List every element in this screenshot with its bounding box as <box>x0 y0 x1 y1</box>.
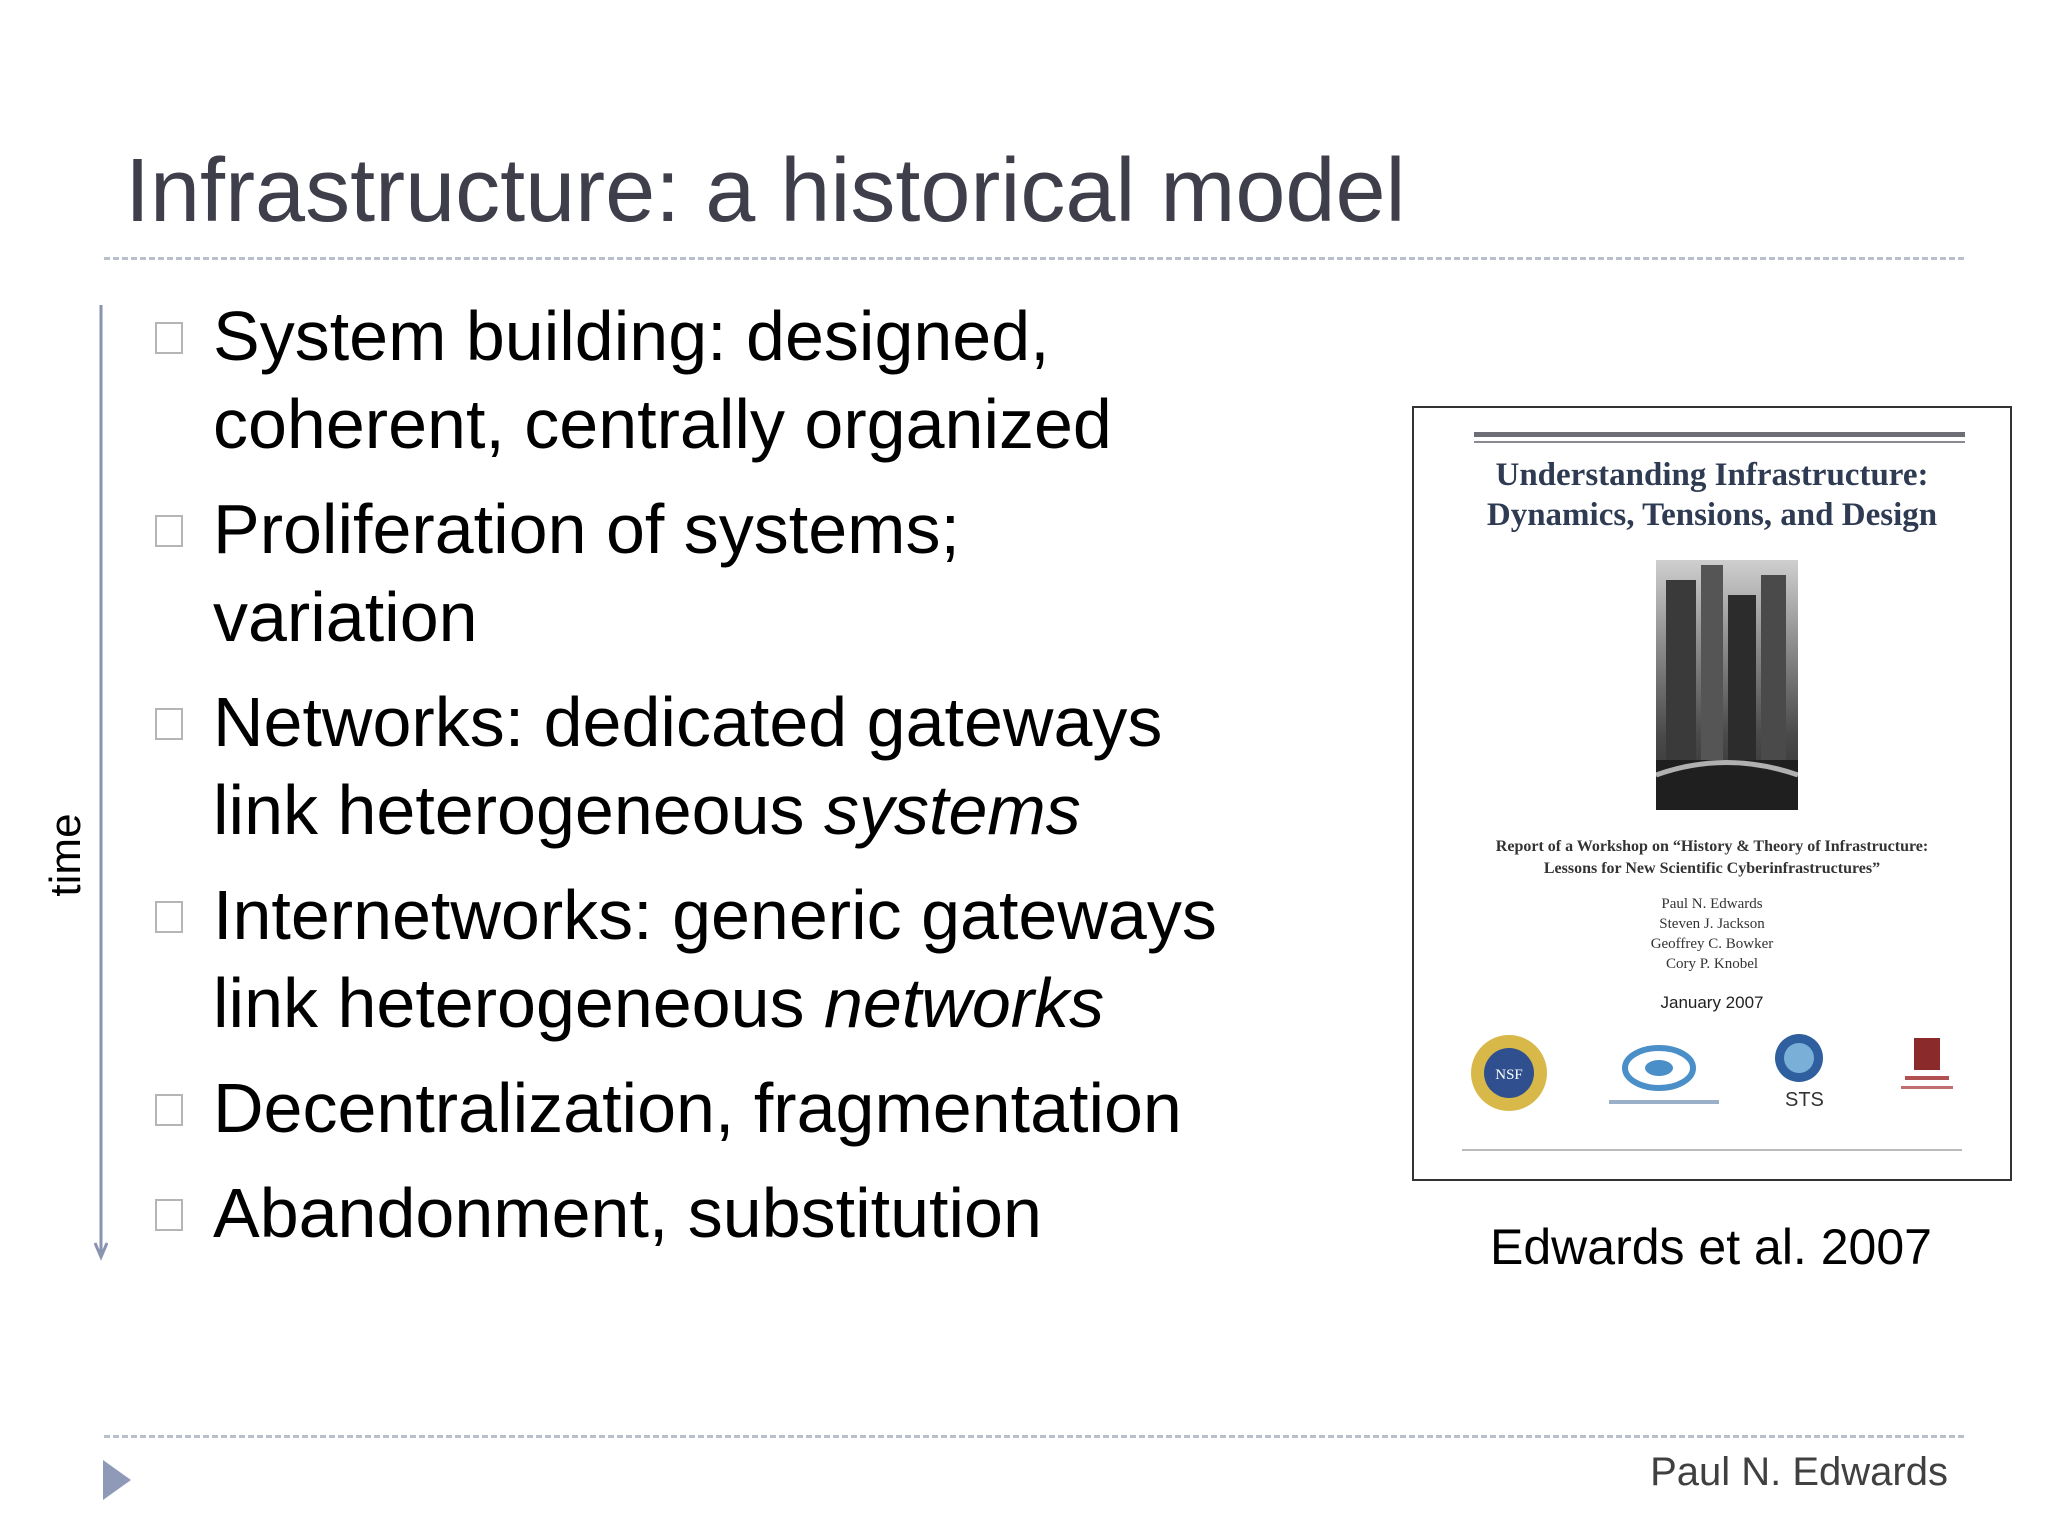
bullet-segment: Internetworks: generic gateways <box>213 876 1217 954</box>
cover-author: Geoffrey C. Bowker <box>1650 936 1774 952</box>
bullet-segment: System building: designed, <box>213 297 1050 375</box>
cover-author: Cory P. Knobel <box>1665 956 1759 972</box>
image-caption: Edwards et al. 2007 <box>1490 1219 1932 1275</box>
santa-clara-university-logo-icon <box>1901 1038 1953 1089</box>
bullet-segment: link heterogeneous <box>213 771 824 849</box>
bullet-line <box>213 959 1217 1047</box>
bullet-line <box>213 766 1162 854</box>
cover-author: Paul N. Edwards <box>1661 896 1763 912</box>
bullet-checkbox-icon <box>155 901 183 933</box>
bullet-line <box>213 292 1112 380</box>
bullet-text <box>213 1169 1042 1257</box>
bullet-line <box>213 1064 1182 1152</box>
time-arrow-icon <box>94 305 108 1265</box>
cover-logos <box>1469 1028 1980 1118</box>
cover-title <box>1414 455 2010 535</box>
bullet-text <box>213 1064 1182 1152</box>
bullet-line <box>213 573 960 661</box>
bullet-segment: Abandonment, substitution <box>213 1174 1042 1252</box>
bullet-checkbox-icon <box>155 515 183 547</box>
bullet-checkbox-icon <box>155 1094 183 1126</box>
footer-author: Paul N. Edwards <box>1650 1450 1948 1494</box>
bullet-item <box>155 871 1355 1047</box>
bullet-text <box>213 678 1162 854</box>
cover-rule <box>1474 432 1965 437</box>
bullet-segment: coherent, centrally organized <box>213 385 1112 463</box>
cover-rule <box>1474 441 1965 443</box>
city-photo-image <box>1656 560 1798 810</box>
school-of-information-logo-icon <box>1609 1048 1719 1104</box>
slide-title: Infrastructure: a historical model <box>125 141 1406 241</box>
cover-title-line2: Dynamics, Tensions, and Design <box>1486 497 1938 533</box>
bullet-item <box>155 1169 1355 1257</box>
bullet-text <box>213 871 1217 1047</box>
bullet-emphasis: systems <box>824 771 1081 849</box>
bullet-item <box>155 485 1355 661</box>
bullet-segment: variation <box>213 578 478 656</box>
bullet-line <box>213 380 1112 468</box>
cover-grant-note <box>1414 1146 2010 1156</box>
bullet-segment: link heterogeneous <box>213 964 824 1042</box>
bullet-item <box>155 1064 1355 1152</box>
cover-report-subtitle <box>1414 836 2010 880</box>
bullet-checkbox-icon <box>155 322 183 354</box>
cover-authors <box>1414 894 2010 974</box>
cover-title-line1: Understanding Infrastructure: <box>1495 457 1929 493</box>
nsf-logo-text: NSF <box>1495 1067 1523 1083</box>
bullet-item <box>155 678 1355 854</box>
bullet-item <box>155 292 1355 468</box>
sts-logo-text: STS <box>1785 1089 1824 1111</box>
cover-author: Steven J. Jackson <box>1659 916 1765 932</box>
bullet-checkbox-icon <box>155 1199 183 1231</box>
bullet-checkbox-icon <box>155 708 183 740</box>
time-axis-label: time <box>41 813 90 897</box>
book-cover-image <box>1412 406 2012 1181</box>
bullet-emphasis: networks <box>824 964 1105 1042</box>
bullet-segment: Networks: dedicated gateways <box>213 683 1163 761</box>
bullet-line <box>213 871 1217 959</box>
bullet-text <box>213 292 1112 468</box>
bullet-line <box>213 678 1162 766</box>
cover-date: January 2007 <box>1660 993 1764 1012</box>
title-divider <box>104 257 1964 260</box>
bullet-segment: Proliferation of systems; <box>213 490 960 568</box>
bullet-line <box>213 1169 1042 1257</box>
nsf-logo-icon <box>1471 1035 1547 1111</box>
bullet-segment: Decentralization, fragmentation <box>213 1069 1182 1147</box>
play-triangle-icon <box>103 1460 133 1505</box>
bullet-list <box>155 292 1355 1274</box>
cover-report-line1: Report of a Workshop on “History & Theory of Infrastructure: <box>1495 838 1929 855</box>
sts-logo-icon <box>1775 1034 1824 1111</box>
cover-report-line2: Lessons for New Scientific Cyberinfrastructures” <box>1543 860 1881 877</box>
bullet-text <box>213 485 960 661</box>
bullet-line <box>213 485 960 573</box>
footer-divider <box>104 1435 1964 1438</box>
